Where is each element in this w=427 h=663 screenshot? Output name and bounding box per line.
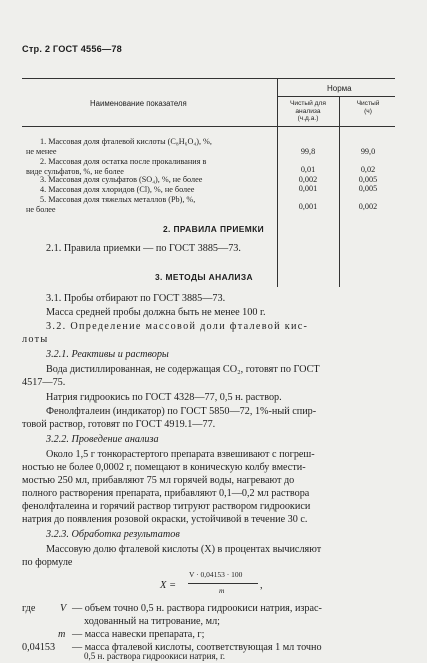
table-cell-value: 0,001 xyxy=(298,184,318,193)
table-row-label: 2. Массовая доля остатка после прокаливания в xyxy=(40,157,207,166)
table-top-rule xyxy=(22,78,395,79)
table-row-label: не более xyxy=(26,205,56,214)
where-label: где xyxy=(22,603,36,614)
page-header: Стр. 2 ГОСТ 4556—78 xyxy=(22,44,122,54)
formula-lhs: X = xyxy=(160,580,177,591)
table-cell-value: 99,0 xyxy=(360,147,376,156)
table-row-label: 3. Массовая доля сульфатов (SO₄), %, не более xyxy=(40,175,203,184)
def-v-text: — объем точно 0,5 н. раствора гидроокиси натрия, израс- xyxy=(72,603,322,614)
table-row-label: 5. Массовая доля тяжелых металлов (Pb), %, xyxy=(40,195,196,204)
formula-fraction-bar xyxy=(188,583,258,584)
def-m-symbol: m xyxy=(58,629,66,640)
reagent-water-cont: 4517—75. xyxy=(22,377,66,388)
table-cell-value: 0,005 xyxy=(358,175,378,184)
heading-3-2-2: 3.2.2. Проведение анализа xyxy=(46,434,159,445)
reagent-water: Вода дистиллированная, не содержащая CO₂, готовят по ГОСТ xyxy=(46,364,320,375)
table-row-label: не менее xyxy=(26,147,57,156)
table-cell-value: 99,8 xyxy=(300,147,316,156)
reagent-phenol-cont: товой раствор, готовят по ГОСТ 4919.1—77. xyxy=(22,419,216,430)
analysis-line: Около 1,5 г тонкорастертого препарата взвешивают с погреш- xyxy=(46,449,315,460)
table-cell-value: 0,001 xyxy=(298,202,318,211)
formula-comma: , xyxy=(260,580,263,591)
paragraph-3-1-mass: Масса средней пробы должна быть не менее 100 г. xyxy=(46,307,266,318)
table-row-label: 1. Массовая доля фталевой кислоты (C₈H₆O₄), %, xyxy=(40,137,212,146)
col-header-pure-analysis: Чистый для анализа (ч.д.а.) xyxy=(290,100,326,123)
col-header-indicator: Наименование показателя xyxy=(90,99,187,108)
col-header-pure: Чистый (ч) xyxy=(356,100,380,115)
heading-3-2-cont: лоты xyxy=(22,334,49,345)
section-title-acceptance: 2. ПРАВИЛА ПРИЕМКИ xyxy=(163,224,265,234)
def-m-text: — масса навески препарата, г; xyxy=(72,629,205,640)
paragraph-3-1: 3.1. Пробы отбирают по ГОСТ 3885—73. xyxy=(46,293,226,304)
table-divider-2 xyxy=(339,96,340,287)
reagent-naoh: Натрия гидроокись по ГОСТ 4328—77, 0,5 н. раствор. xyxy=(46,392,282,403)
analysis-line: натрия до появления розовой окраски, устойчивой в течение 30 с. xyxy=(22,514,308,525)
heading-3-2: 3.2. Определение массовой доли фталевой кис- xyxy=(46,321,309,332)
table-cell-value: 0,01 xyxy=(300,165,316,174)
table-row-label: виде сульфатов, %, не более xyxy=(26,167,124,176)
analysis-line: фенолфталеина и горячий раствор титруют раствором гидроокиси xyxy=(22,501,311,512)
section-title-methods: 3. МЕТОДЫ АНАЛИЗА xyxy=(155,272,253,282)
table-divider-1 xyxy=(277,78,278,287)
table-row-label: 4. Массовая доля хлоридов (Cl), %, не более xyxy=(40,185,195,194)
analysis-line: полного растворения препарата, прибавляют 0,1—0,2 мл раствора xyxy=(22,488,310,499)
reagent-phenol: Фенолфталеин (индикатор) по ГОСТ 5850—72, 1%-ный спир- xyxy=(46,406,317,417)
table-cell-value: 0,005 xyxy=(358,184,378,193)
col-header-norm: Норма xyxy=(327,84,352,93)
formula-denominator: m xyxy=(219,586,225,595)
table-cell-value: 0,002 xyxy=(358,202,378,211)
heading-3-2-3: 3.2.3. Обработка результатов xyxy=(46,529,180,540)
def-v-symbol: V xyxy=(60,603,67,614)
paragraph-2-1: 2.1. Правила приемки — по ГОСТ 3885—73. xyxy=(46,243,241,254)
calc-intro-cont: по формуле xyxy=(22,557,73,568)
def-v-text-cont: ходованный на титрование, мл; xyxy=(84,616,220,627)
def-c-text: — масса фталевой кислоты, соответствующая 1 мл точно xyxy=(72,642,322,653)
analysis-line: ностью не более 0,0002 г, помещают в коническую колбу вмести- xyxy=(22,462,306,473)
formula-numerator: V · 0,04153 · 100 xyxy=(189,570,243,579)
def-c-symbol: 0,04153 xyxy=(22,642,56,653)
table-norm-rule xyxy=(277,96,395,97)
analysis-line: мостью 250 мл, прибавляют 75 мл горячей воды, нагревают до xyxy=(22,475,295,486)
table-cell-value: 0,002 xyxy=(298,175,318,184)
heading-3-2-1: 3.2.1. Реактивы и растворы xyxy=(46,349,169,360)
def-c-text-cont: 0,5 н. раствора гидроокиси натрия, г. xyxy=(84,651,226,661)
calc-intro: Массовую долю фталевой кислоты (X) в процентах вычисляют xyxy=(46,544,322,555)
table-cell-value: 0,02 xyxy=(360,165,376,174)
